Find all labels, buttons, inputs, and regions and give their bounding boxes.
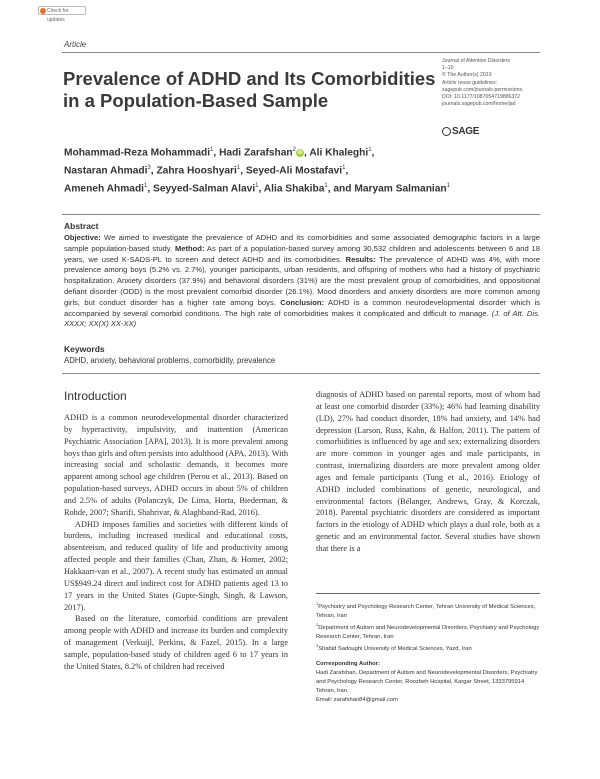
copyright: © The Author(s) 2019 — [442, 72, 492, 79]
paragraph: diagnosis of ADHD based on parental reports, most of whom had at least one comorbid disorder (33%); 46% had learning disability (LD), 27% had conduct disorder, 18% had anxiety, and 14% had depression (Larson, Russ, Kahn, & Halfon, 2011). The pattern of comorbidities is influenced by age and sex; externalizing disorders are more common in younger ages and male participants, in contrast, internalizing disorders are more prevalent among older ages and female participants (Tung et al., 2016). Etiology of ADHD included combinations of genetic, neurological, and environmental factors (Bélanger, Andrews, Gray, & Korczak, 2018). Parental psychiatric disorders are considered as important factors in the etiology of ADHD which plays a dual role, both as a genetic and an environmental factor. Several studies have shown that there is a — [316, 390, 540, 553]
corresponding-address: Hadi Zarafshan, Department of Autism and Neurodevelopmental Disorders, Psychiatry and Psychology Research Center, Roozbeh Hospital, Kargar Street, 1333795914 Tehran, Iran. — [316, 670, 538, 694]
keywords-heading: Keywords — [64, 344, 105, 354]
paragraph: ADHD is a common neurodevelopmental disorder characterized by hyperactivity, impulsivity, and inattention (American Psychiatric Association [APA], 2013). It is more prevalent among boys than girls and often persists into adulthood (APA, 2013). With increasing social and scholastic demands, it becomes more apparent among school age children (Perou et al., 2013). Based on population-based surveys, ADHD occurs in about 5% of children and 2.5% of adults (Polanczyk, De Lima, Horta, Biederman, & Rohde, 2007; Sharifi, Shahrivar, & Alaghband-Rad, 2016). — [64, 413, 288, 517]
check-badge-label: Check for updates — [47, 8, 69, 23]
journal-name: Journal of Attention Disorders — [442, 58, 511, 64]
affiliation: $^1$Psychiatry and Psychology Research Center, Tehran University of Medical Sciences, Tehran, Iran — [316, 601, 536, 619]
journal-home-link[interactable]: journals.sagepub.com/home/jad — [442, 101, 516, 108]
abstract-heading: Abstract — [64, 221, 99, 231]
affiliation: $^3$Shahid Sadoughi University of Medical Sciences, Yazd, Iran — [316, 643, 472, 653]
author-name: Zahra Hooshyari — [156, 165, 237, 177]
keywords-rule — [62, 373, 540, 374]
section-label: Article — [64, 40, 87, 49]
footnotes — [316, 600, 540, 706]
author-name: Nastaran Ahmadi — [64, 165, 148, 177]
title-line: in a Population-Based Sample — [63, 90, 329, 111]
left-column — [64, 412, 288, 673]
affiliation: $^2$Department of Autism and Neurodevelopmental Disorders, Psychiatry and Psychology Research Center, Tehran, Iran — [316, 622, 540, 640]
doi[interactable]: DOI: 10.1177/1087054719886372 — [442, 94, 521, 101]
citation: (J. of Att. Dis. XXXX; XX(X) XX-XX) — [64, 308, 541, 329]
abstract-rule-top — [62, 214, 540, 215]
check-for-updates-badge[interactable] — [38, 6, 86, 23]
journal-info — [442, 58, 552, 108]
title-line: Prevalence of ADHD and Its Comorbidities — [63, 68, 436, 89]
orcid-icon[interactable]: iD — [297, 149, 303, 156]
author-name: Hadi Zarafshan — [219, 147, 293, 159]
author-name: Maryam Salmanian — [354, 183, 447, 195]
update-icon — [40, 8, 46, 14]
right-column — [316, 389, 540, 555]
author-name: Alia Shakiba — [263, 183, 325, 195]
paragraph: Based on the literature, comorbid conditions are prevalent among people with ADHD and increase its burden and complexity of management (Verkuijl, Perkins, & Fazel, 2015). In a large sample, population-based study of children aged 6 to 17 years in the United States, 8.2% of children had received — [64, 614, 288, 671]
introduction-heading: Introduction — [64, 389, 127, 403]
abstract-body: Objective: We aimed to investigate the prevalence of ADHD and its comorbidities and some associated demographic factors in a large sample population-based study. Method: As part of a population-based survey among 30,532 children and adolescents between 6 and 18 years, we used K-SADS-PL to screen and detect ADHD and its comorbidities. Results: The prevalence of ADHD was 4%, with more prevalence among boys (5.2% vs. 2.7%), younger participants, urban residents, and offspring of mothers who had a history of psychiatric hospitalization. Anxiety disorders (37.9%) and behavioral disorders (31%) are the most prevalent group of comorbidities, and oppositional defiant disorder (ODD) is the most prevalent comorbid disorder (26.1%). Mood disorders and anxiety disorders are more common among girls, but conduct disorder has a higher rate among boys. Conclusion: ADHD is a common neurodevelopmental disorder which is accompanied by several comorbid conditions. The high rate of comorbidities makes it complicated and difficult to manage. (J. of Att. Dis. XXXX; XX(X) XX-XX) — [64, 233, 541, 329]
header-rule — [62, 52, 540, 53]
corresponding-email[interactable]: Email: zarafshan84@gmail.com — [316, 697, 398, 704]
sage-logo: SAGE — [442, 126, 479, 137]
author-name: Ameneh Ahmadi — [64, 183, 145, 195]
keywords: ADHD, anxiety, behavioral problems, comorbidity, prevalence — [64, 356, 276, 365]
corresponding-author-heading: Corresponding Author: — [316, 660, 380, 667]
permissions-link[interactable]: sagepub.com/journals-permissions — [442, 86, 523, 93]
author-list: Mohammad-Reza Mohammadi$^1$, Hadi Zarafshan$^2$ iD , Ali Khaleghi$^1$, Nastaran Ahmadi$^3$, Zahra Hooshyari$^1$, Seyed-Ali Mostafavi$^1$, Ameneh Ahmadi$^1$, Seyyed-Salman Alavi$^1$, Alia Shakiba$^1$, and Maryam Salmanian$^1$ — [64, 147, 450, 195]
paragraph: ADHD imposes families and societies with different kinds of burdens, including increased medical and educational costs, absenteeism, and reduced quality of life and productivity among affected people and their families (Chan, Zhan, & Homer, 2002; Hakkaart-van et al., 2007). A recent study has estimated an annual US$949.24 direct and indirect cost for ADHD patients aged 13 to 17 years in the United States (Gupte-Singh, Singh, & Lawson, 2017). — [64, 519, 288, 612]
author-name: Seyed-Ali Mostafavi — [245, 165, 343, 177]
sage-mark-icon — [442, 127, 451, 136]
author-name: Ali Khaleghi — [309, 147, 369, 159]
author-name: Seyyed-Salman Alavi — [153, 183, 256, 195]
page-range: 1–10 — [442, 65, 454, 72]
reuse-label: Article reuse guidelines: — [442, 79, 498, 86]
author-name: Mohammad-Reza Mohammadi — [64, 147, 211, 159]
footnote-rule — [316, 593, 540, 594]
article-title — [63, 68, 443, 112]
